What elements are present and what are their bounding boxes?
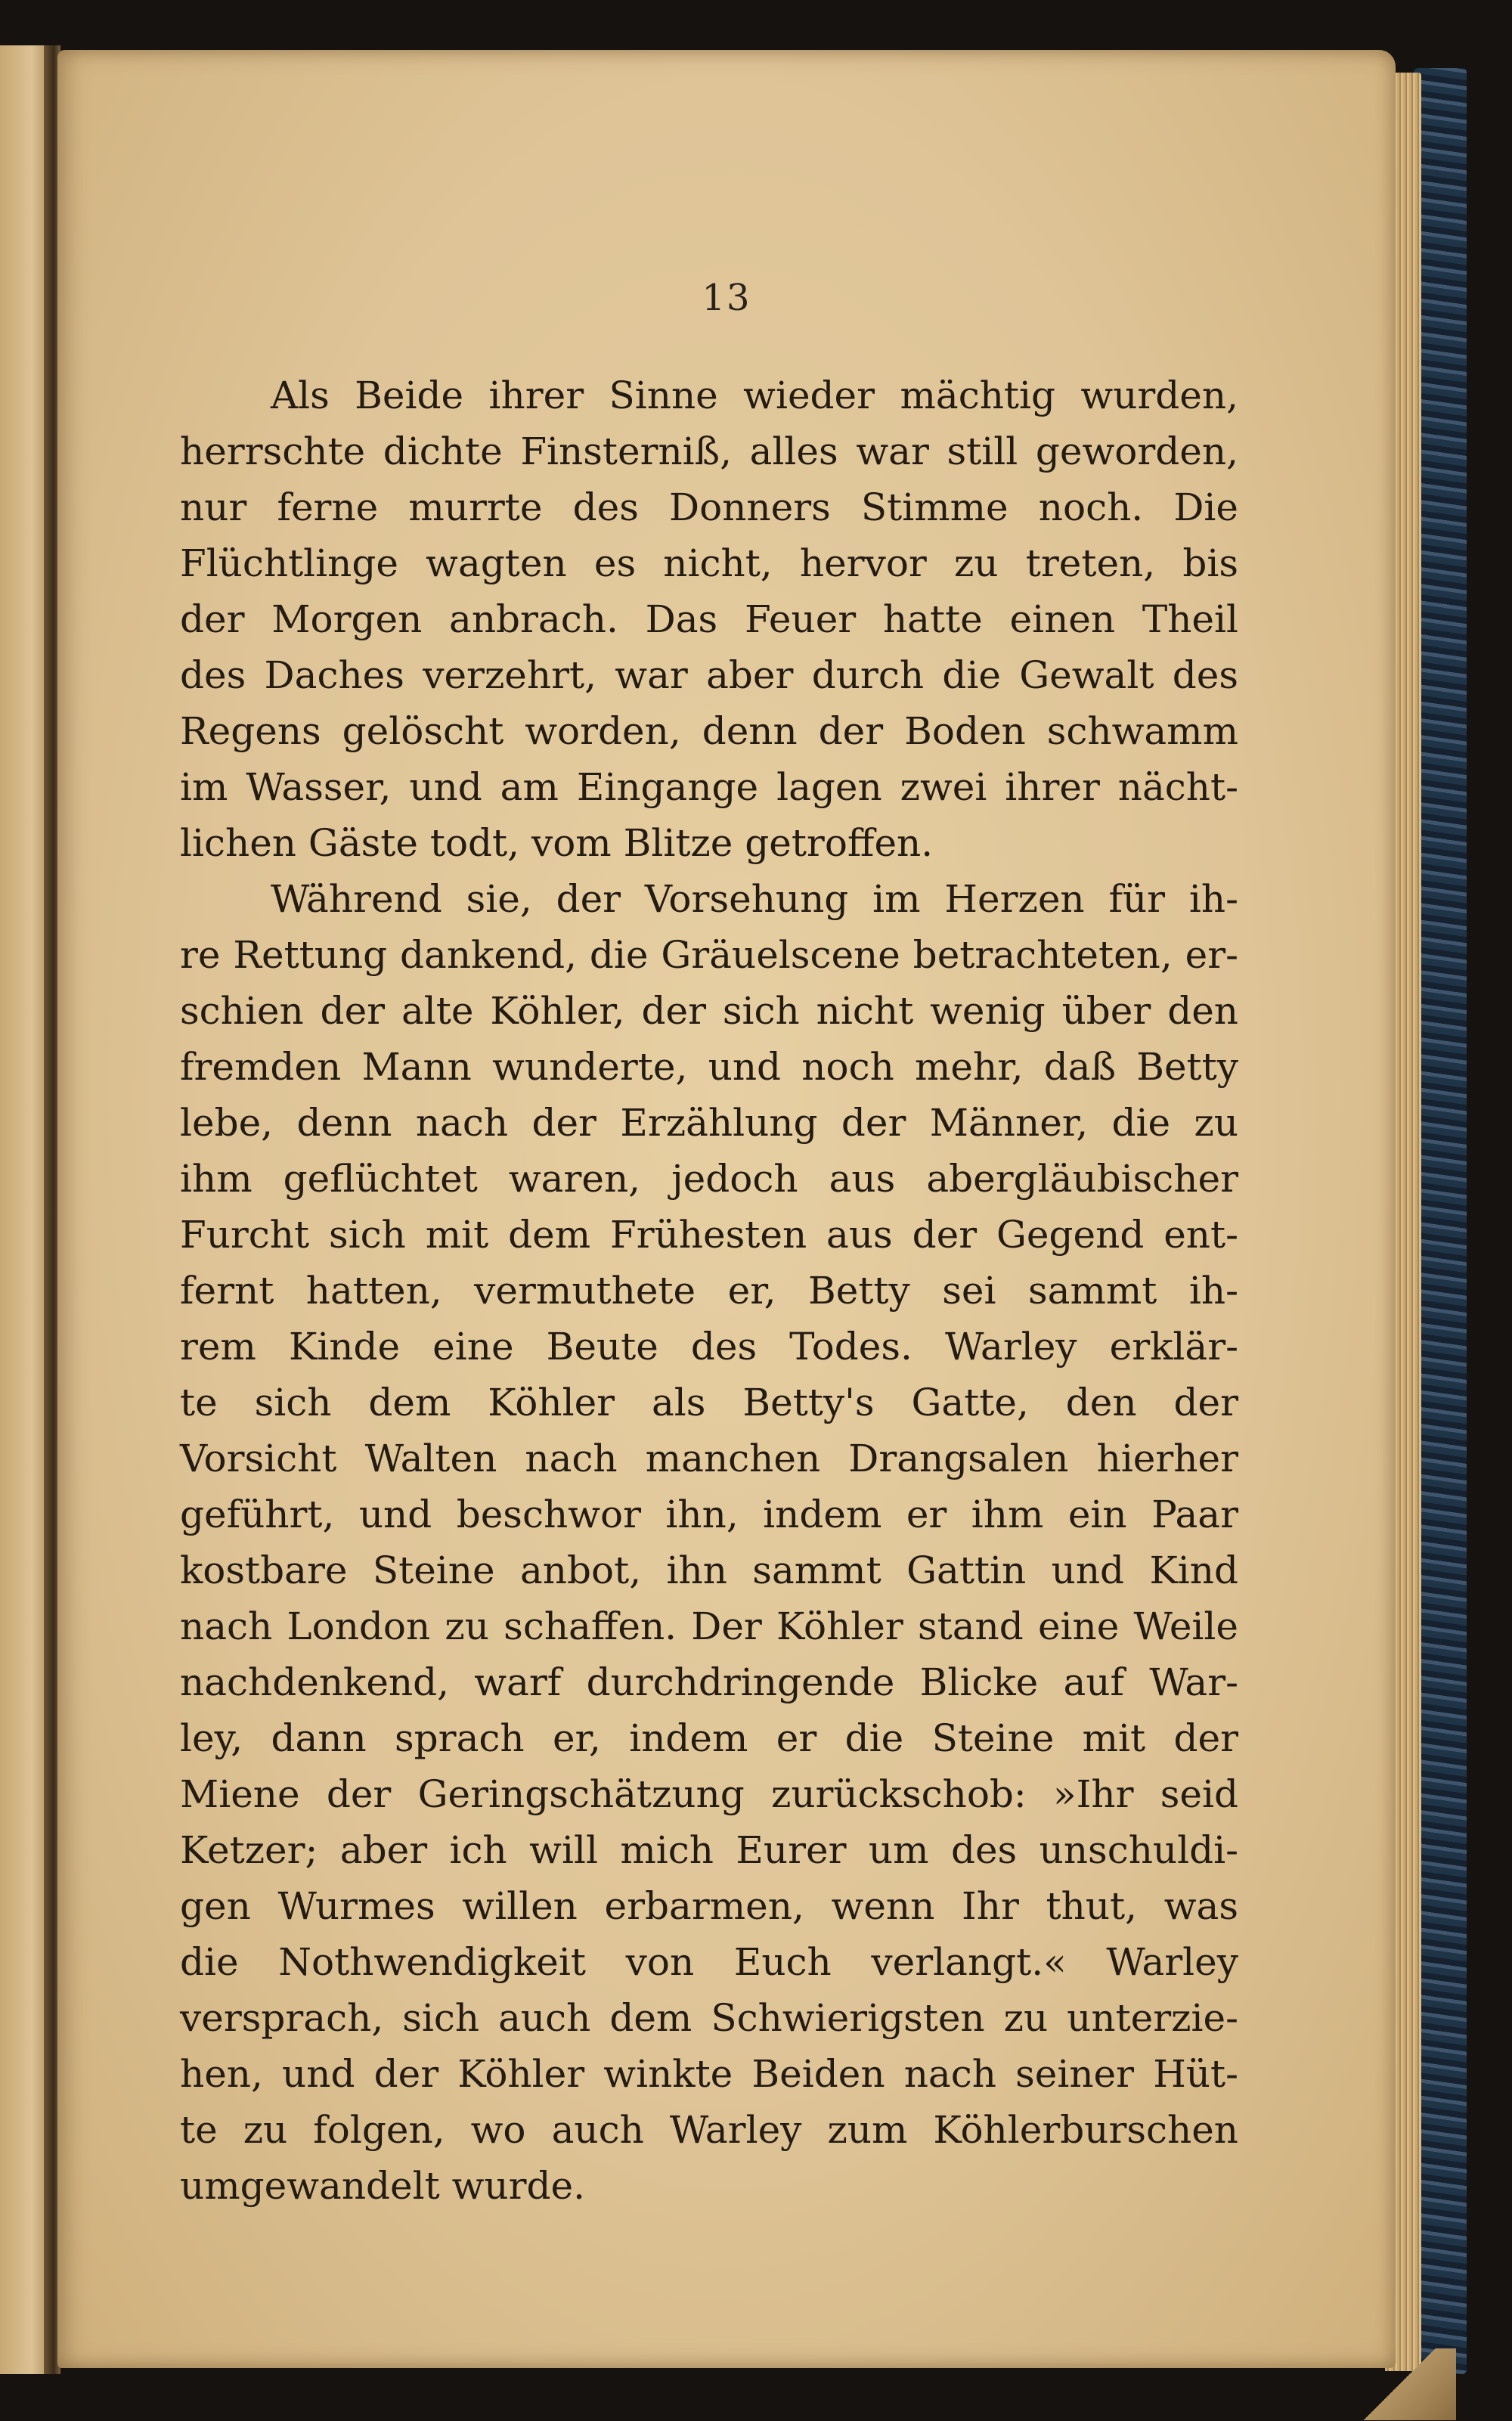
- text-line: lebe, denn nach der Erzählung der Männer, die zu: [180, 1101, 1238, 1145]
- text-line: rem Kinde eine Beute des Todes. Warley erklär-: [180, 1325, 1238, 1369]
- text-line: die Nothwendigkeit von Euch verlangt.« Warley: [180, 1940, 1238, 1984]
- text-line: hen, und der Köhler winkte Beiden nach seiner Hüt-: [180, 2052, 1238, 2096]
- text-line: te sich dem Köhler als Betty's Gatte, den der: [180, 1381, 1238, 1424]
- text-line: nur ferne murrte des Donners Stimme noch. Die: [180, 485, 1238, 529]
- text-line: des Daches verzehrt, war aber durch die Gewalt des: [180, 653, 1238, 697]
- text-line: nach London zu schaffen. Der Köhler stand eine Weile: [180, 1604, 1238, 1648]
- text-line: te zu folgen, wo auch Warley zum Köhlerburschen: [180, 2108, 1238, 2152]
- text-line: Furcht sich mit dem Frühesten aus der Gegend ent-: [180, 1213, 1238, 1257]
- text-line: Ketzer; aber ich will mich Eurer um des unschuldi-: [180, 1828, 1238, 1872]
- text-line: re Rettung dankend, die Gräuelscene betrachteten, er-: [180, 933, 1238, 977]
- text-line: lichen Gäste todt, vom Blitze getroffen.: [180, 821, 934, 865]
- text-line: Flüchtlinge wagten es nicht, hervor zu treten, bis: [180, 541, 1238, 585]
- text-line: fernt hatten, vermuthete er, Betty sei sammt ih-: [180, 1269, 1238, 1313]
- marbled-cover-edge: [1414, 68, 1467, 2374]
- text-line: versprach, sich auch dem Schwierigsten zu unterzie-: [180, 1996, 1238, 2040]
- page-number: 13: [702, 277, 751, 319]
- text-line: ley, dann sprach er, indem er die Steine mit der: [180, 1716, 1238, 1760]
- text-line: herrschte dichte Finsterniß, alles war still geworden,: [180, 429, 1238, 473]
- page-corner-curl: [1343, 2348, 1456, 2420]
- text-line: fremden Mann wunderte, und noch mehr, daß Betty: [180, 1045, 1238, 1089]
- text-line: Miene der Geringschätzung zurückschob: »Ihr seid: [180, 1772, 1238, 1816]
- text-line: im Wasser, und am Eingange lagen zwei ihrer nächt-: [180, 765, 1238, 809]
- text-line: kostbare Steine anbot, ihn sammt Gattin und Kind: [180, 1548, 1238, 1592]
- text-line: Vorsicht Walten nach manchen Drangsalen hierher: [180, 1437, 1238, 1480]
- text-line: der Morgen anbrach. Das Feuer hatte einen Theil: [180, 597, 1238, 641]
- book-page: [57, 50, 1396, 2368]
- text-line: nachdenkend, warf durchdringende Blicke auf War-: [180, 1660, 1238, 1704]
- text-line: schien der alte Köhler, der sich nicht wenig über den: [180, 989, 1238, 1033]
- text-line: Regens gelöscht worden, denn der Boden schwamm: [180, 709, 1238, 753]
- text-line: gen Wurmes willen erbarmen, wenn Ihr thut, was: [180, 1884, 1238, 1928]
- text-line: Als Beide ihrer Sinne wieder mächtig wurden,: [271, 374, 1238, 417]
- text-line: Während sie, der Vorsehung im Herzen für ih-: [271, 877, 1238, 921]
- text-line: geführt, und beschwor ihn, indem er ihm ein Paar: [180, 1493, 1238, 1536]
- text-line: umgewandelt wurde.: [180, 2164, 585, 2208]
- text-line: ihm geflüchtet waren, jedoch aus abergläubischer: [180, 1157, 1238, 1201]
- body-text: [180, 367, 1238, 2214]
